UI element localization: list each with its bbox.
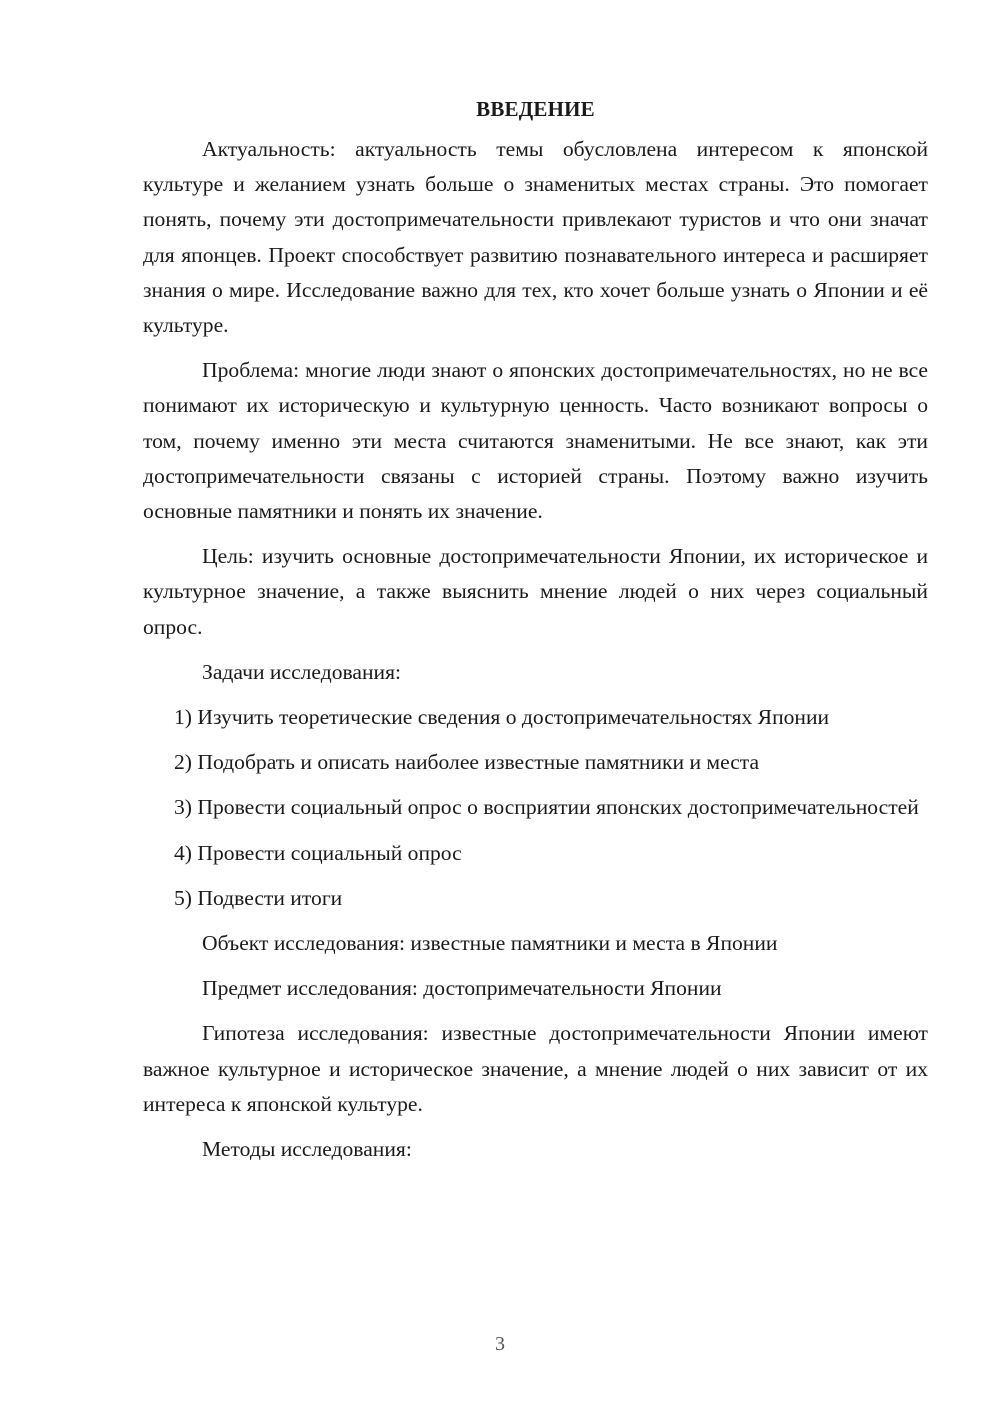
task-item-5: 5) Подвести итоги [174, 885, 343, 910]
task-item-4: 4) Провести социальный опрос [174, 840, 462, 865]
task-item-3: 3) Провести социальный опрос о восприятии японских достопримечательностей [174, 795, 919, 820]
document-page [143, 92, 928, 1177]
tasks-heading: Задачи исследования: [202, 659, 402, 684]
goal-paragraph: Цель: изучить основные достопримечательности Японии, их историческое и культурное значение, а также выяснить мнение людей о них через социальный опрос. [143, 544, 928, 639]
problem-paragraph: Проблема: многие люди знают о японских достопримечательностях, но не все понимают их историческую и культурную ценность. Часто возникают вопросы о том, почему именно эти места считаются знаменитыми. Не все знают, как эти достопримечательности связаны с историей страны. Поэтому важно изучить основные памятники и понять их значение. [143, 358, 928, 524]
research-subject: Предмет исследования: достопримечательности Японии [202, 976, 722, 1001]
task-item-2: 2) Подобрать и описать наиболее известные памятники и места [174, 750, 760, 775]
task-item-1: 1) Изучить теоретические сведения о достопримечательностях Японии [174, 705, 830, 730]
relevance-paragraph: Актуальность: актуальность темы обусловлена интересом к японской культуре и желанием узнать больше о знаменитых местах страны. Это помогает понять, почему эти достопримечательности привлекают туристов и что они значат для японцев. Проект способствует развитию познавательного интереса и расширяет знания о мире. Исследование важно для тех, кто хочет больше узнать о Японии и её культуре. [143, 137, 928, 338]
hypothesis-paragraph: Гипотеза исследования: известные достопримечательности Японии имеют важное культурное и историческое значение, а мнение людей о них зависит от их интереса к японской культуре. [143, 1021, 928, 1116]
page-title: ВВЕДЕНИЕ [476, 97, 595, 121]
page-number: 3 [495, 1333, 505, 1355]
methods-heading: Методы исследования: [202, 1137, 412, 1162]
research-object: Объект исследования: известные памятники и места в Японии [202, 931, 778, 956]
